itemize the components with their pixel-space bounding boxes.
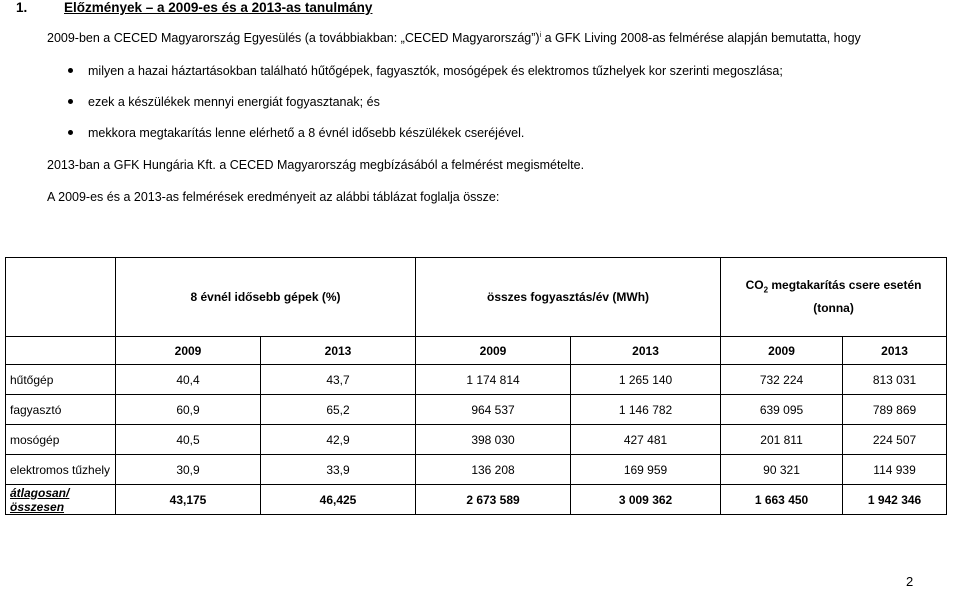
year-header: 2013 xyxy=(261,337,416,365)
table-cell: 65,2 xyxy=(261,395,416,425)
header-co2-suffix: megtakarítás csere esetén (tonna) xyxy=(768,277,922,316)
section-title: Előzmények – a 2009-es és a 2013-as tanulmány xyxy=(64,0,373,15)
paragraph-table-intro: A 2009-es és a 2013-as felmérések eredményeit az alábbi táblázat foglalja össze: xyxy=(47,190,500,204)
total-cell: 2 673 589 xyxy=(416,485,571,515)
footnote-marker[interactable]: i xyxy=(539,31,542,39)
table-cell: 732 224 xyxy=(721,365,843,395)
table-cell: 789 869 xyxy=(843,395,947,425)
table-cell: 40,4 xyxy=(116,365,261,395)
total-cell: 1 663 450 xyxy=(721,485,843,515)
table-row xyxy=(6,455,947,485)
table-cell: 639 095 xyxy=(721,395,843,425)
section-heading xyxy=(16,0,372,15)
total-cell: 46,425 xyxy=(261,485,416,515)
bullet-text: ezek a készülékek mennyi energiát fogyasztanak; és xyxy=(88,95,380,109)
total-cell: 3 009 362 xyxy=(571,485,721,515)
table-cell: 40,5 xyxy=(116,425,261,455)
bullet-item xyxy=(68,64,783,78)
table-cell: 42,9 xyxy=(261,425,416,455)
table-cell: 30,9 xyxy=(116,455,261,485)
page-number: 2 xyxy=(906,574,914,589)
year-header: 2013 xyxy=(843,337,947,365)
row-label: hűtőgép xyxy=(6,365,116,395)
row-label: elektromos tűzhely xyxy=(6,455,116,485)
results-table xyxy=(5,257,947,515)
table-cell: 1 265 140 xyxy=(571,365,721,395)
table-cell: 136 208 xyxy=(416,455,571,485)
table-total-row xyxy=(6,485,947,515)
table-cell: 33,9 xyxy=(261,455,416,485)
table-cell: 201 811 xyxy=(721,425,843,455)
table-cell: 224 507 xyxy=(843,425,947,455)
year-header: 2009 xyxy=(116,337,261,365)
header-consumption: összes fogyasztás/év (MWh) xyxy=(416,258,721,337)
total-cell: 1 942 346 xyxy=(843,485,947,515)
header-co2-saving xyxy=(721,258,947,337)
bullet-icon xyxy=(68,130,73,135)
table-cell: 114 939 xyxy=(843,455,947,485)
table-year-header-row xyxy=(6,337,947,365)
table-cell: 1 174 814 xyxy=(416,365,571,395)
header-old-share: 8 évnél idősebb gépek (%) xyxy=(116,258,416,337)
table-row xyxy=(6,365,947,395)
table-group-header-row xyxy=(6,258,947,337)
bullet-icon xyxy=(68,99,73,104)
bullet-text: mekkora megtakarítás lenne elérhető a 8 évnél idősebb készülékek cseréjével. xyxy=(88,126,525,140)
year-header: 2013 xyxy=(571,337,721,365)
year-header: 2009 xyxy=(721,337,843,365)
bullet-item xyxy=(68,126,524,140)
intro-text-1: 2009-ben a CECED Magyarország Egyesülés (a továbbiakban: „CECED Magyarország”) xyxy=(47,31,540,45)
row-label: mosógép xyxy=(6,425,116,455)
header-co2-sub: 2 xyxy=(763,285,769,295)
table-cell: 60,9 xyxy=(116,395,261,425)
paragraph-2013: 2013-ban a GFK Hungária Kft. a CECED Magyarország megbízásából a felmérést megismételte. xyxy=(47,158,585,172)
table-cell: 43,7 xyxy=(261,365,416,395)
table-cell: 1 146 782 xyxy=(571,395,721,425)
table-corner-cell xyxy=(6,337,116,365)
bullet-item xyxy=(68,95,380,109)
table-row xyxy=(6,425,947,455)
intro-paragraph xyxy=(47,31,861,45)
bullet-text: milyen a hazai háztartásokban található hűtőgépek, fagyasztók, mosógépek és elektromos tűzhelyek kor szerinti megoszlása; xyxy=(88,64,783,78)
total-cell: 43,175 xyxy=(116,485,261,515)
year-header: 2009 xyxy=(416,337,571,365)
table-cell: 813 031 xyxy=(843,365,947,395)
row-label: fagyasztó xyxy=(6,395,116,425)
table-cell: 964 537 xyxy=(416,395,571,425)
table-cell: 169 959 xyxy=(571,455,721,485)
table-row xyxy=(6,395,947,425)
bullet-icon xyxy=(68,68,73,73)
table-cell: 90 321 xyxy=(721,455,843,485)
table-cell: 398 030 xyxy=(416,425,571,455)
table-corner-cell xyxy=(6,258,116,337)
section-number: 1. xyxy=(16,0,28,15)
header-co2-prefix: CO xyxy=(745,277,764,292)
table-cell: 427 481 xyxy=(571,425,721,455)
intro-text-2: a GFK Living 2008-as felmérése alapján bemutatta, hogy xyxy=(541,31,861,45)
total-label: átlagosan/összesen xyxy=(6,485,116,515)
